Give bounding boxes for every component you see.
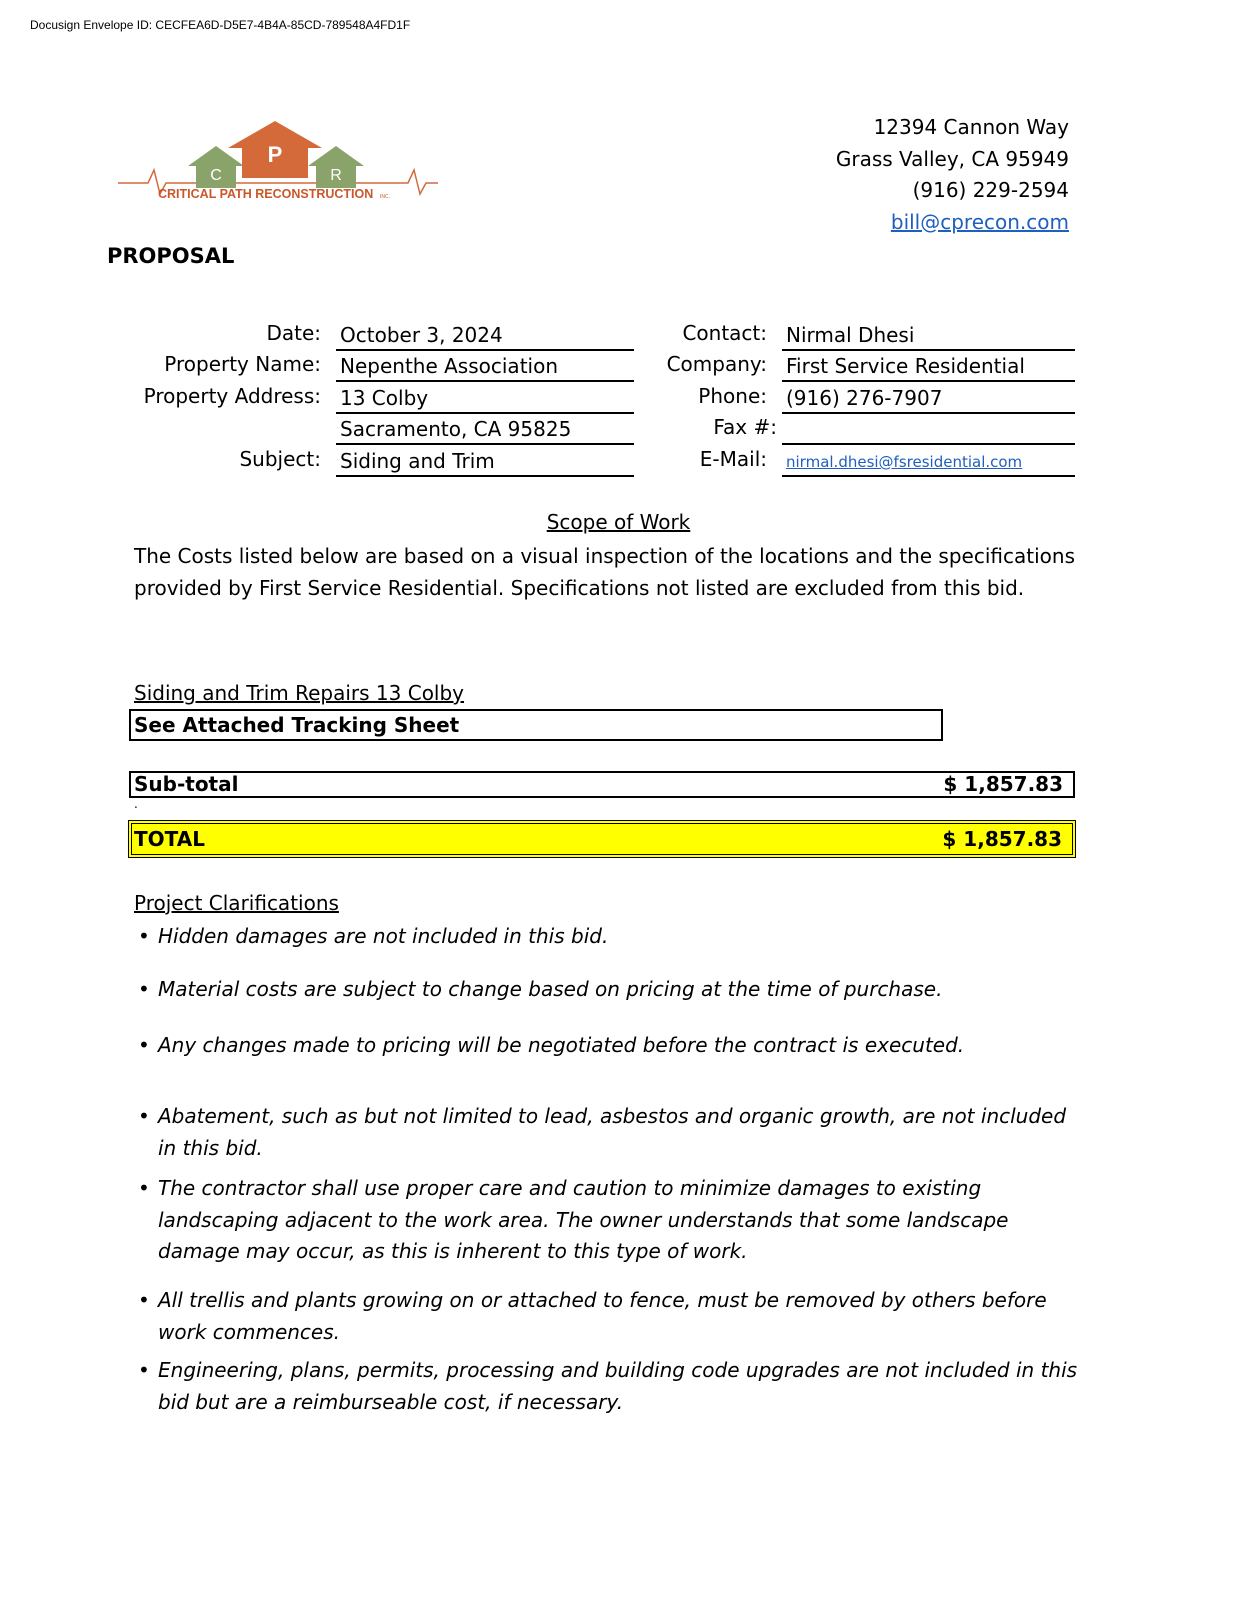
date-label: Date: (266, 321, 321, 345)
clarification-item (138, 1285, 1078, 1348)
company-field: First Service Residential (782, 352, 1075, 382)
logo-letter-p: P (267, 142, 283, 167)
docusign-envelope-id: Docusign Envelope ID: CECFEA6D-D5E7-4B4A-85CD-789548A4FD1F (30, 18, 411, 32)
subtotal-label: Sub-total (134, 772, 239, 796)
repairs-item: See Attached Tracking Sheet (129, 709, 943, 741)
company-city: Grass Valley, CA 95949 (835, 146, 1069, 171)
fax-label: Fax #: (713, 415, 777, 439)
logo-letter-c: C (210, 167, 222, 184)
logo-suffix: INC. (380, 194, 390, 200)
bullet-icon: • (138, 1033, 150, 1057)
phone-field: (916) 276-7907 (782, 384, 1075, 414)
subject-label: Subject: (239, 447, 321, 471)
property-address-label: Property Address: (143, 384, 321, 408)
subtotal-amount: $ 1,857.83 (943, 772, 1063, 796)
bullet-icon: • (138, 1288, 150, 1312)
clarification-text: Abatement, such as but not limited to lead, asbestos and organic growth, are not included in this bid. (158, 1104, 1067, 1160)
company-address-block (836, 112, 1069, 238)
logo-letter-r: R (330, 167, 342, 184)
property-address-line2: Sacramento, CA 95825 (336, 415, 634, 445)
clarification-text: Any changes made to pricing will be negotiated before the contract is executed. (158, 1033, 965, 1057)
clarification-text: All trellis and plants growing on or attached to fence, must be removed by others before work commences. (158, 1288, 1047, 1344)
company-logo (118, 118, 438, 208)
document-title: PROPOSAL (107, 244, 235, 268)
clarification-item (138, 1030, 1078, 1062)
contact-label: Contact: (682, 321, 767, 345)
clarification-item (138, 1101, 1078, 1164)
company-email-link[interactable]: bill@cprecon.com (890, 209, 1069, 234)
clarification-text: Hidden damages are not included in this bid. (158, 924, 609, 948)
subtotal-row (129, 771, 1075, 798)
clarification-text: Engineering, plans, permits, processing and building code upgrades are not included in this bid but are a reimburseable cost, if necessary. (158, 1358, 1078, 1414)
email-label: E-Mail: (699, 447, 767, 471)
bullet-icon: • (138, 1104, 150, 1128)
subject-field: Siding and Trim (336, 447, 634, 477)
total-amount: $ 1,857.83 (942, 827, 1062, 851)
email-link[interactable]: nirmal.dhesi@fsresidential.com (782, 447, 1075, 477)
bullet-icon: • (138, 1358, 150, 1382)
property-address-line1: 13 Colby (336, 384, 634, 414)
logo-company-name: CRITICAL PATH RECONSTRUCTION (158, 187, 374, 201)
contact-field: Nirmal Dhesi (782, 321, 1075, 351)
clarification-item (138, 1173, 1078, 1268)
bullet-icon: • (138, 1176, 150, 1200)
repairs-title: Siding and Trim Repairs 13 Colby (134, 681, 465, 705)
clarification-text: The contractor shall use proper care and caution to minimize damages to existing landscaping adjacent to the work area. The owner understands that some landscape damage may occur, as this is inherent to this type of work. (158, 1176, 1009, 1263)
bullet-icon: • (138, 977, 150, 1001)
property-name-field: Nepenthe Association (336, 352, 634, 382)
bullet-icon: • (138, 924, 150, 948)
company-phone: (916) 229-2594 (912, 178, 1069, 202)
scope-text: The Costs listed below are based on a visual inspection of the locations and the specifications provided by First Service Residential. Specifications not listed are excluded from this bid. (134, 544, 1075, 600)
clarifications-title: Project Clarifications (134, 891, 339, 915)
date-field: October 3, 2024 (336, 321, 634, 351)
clarification-item (138, 921, 1078, 953)
total-label: TOTAL (134, 827, 205, 851)
company-street: 12394 Cannon Way (873, 115, 1069, 139)
scope-title: Scope of Work (546, 510, 691, 534)
property-name-label: Property Name: (164, 352, 321, 376)
clarification-item (138, 974, 1078, 1006)
fax-field (782, 415, 1075, 445)
stray-dot: . (134, 797, 138, 811)
company-label: Company: (666, 352, 767, 376)
total-row (128, 820, 1076, 858)
clarification-item (138, 1355, 1078, 1418)
phone-label: Phone: (698, 384, 767, 408)
clarification-text: Material costs are subject to change based on pricing at the time of purchase. (158, 977, 943, 1001)
